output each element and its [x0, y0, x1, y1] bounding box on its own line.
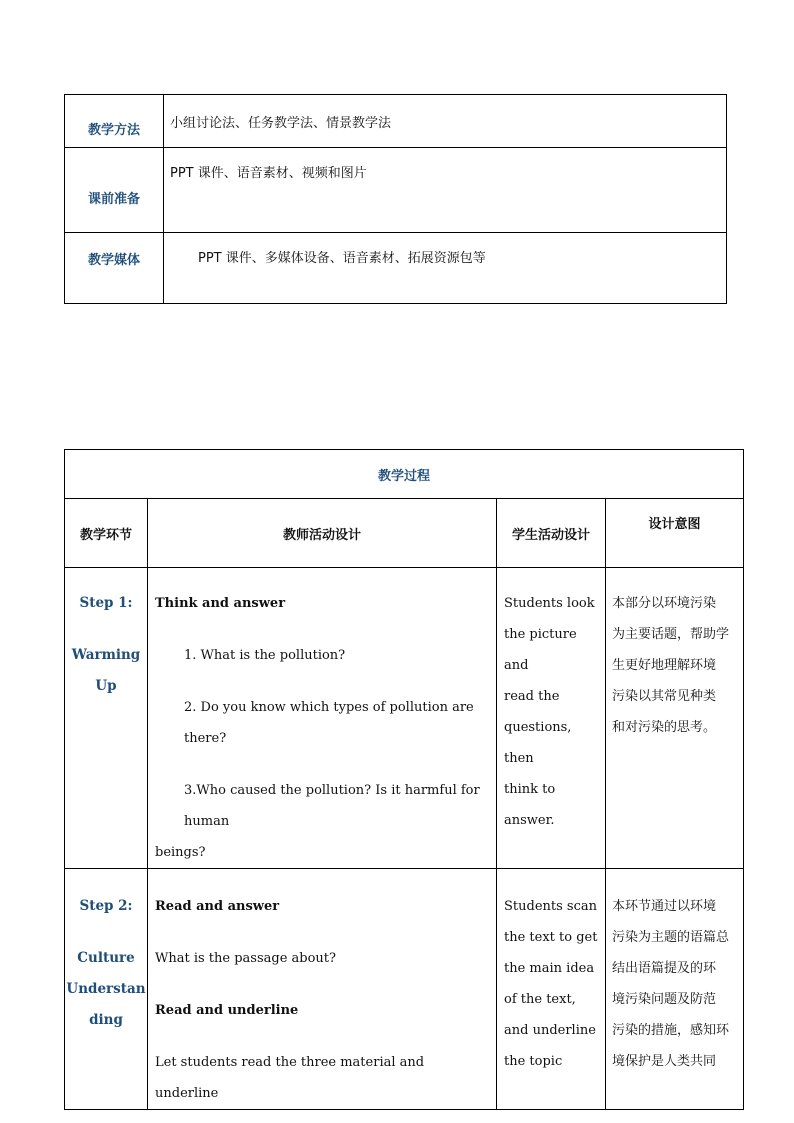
step2-teacher-heading-1: Read and answer: [155, 899, 280, 914]
info-value-method: 小组讨论法、任务教学法、情景教学法: [164, 95, 727, 148]
step1-student-cell: [497, 568, 606, 869]
step1-intent-line: 生更好地理解环境: [612, 658, 717, 673]
step1-teacher-heading: Think and answer: [155, 596, 286, 611]
step2-student-line: the topic: [504, 1054, 563, 1069]
step1-intent-cell: [606, 568, 744, 869]
step1-stage-cell: [65, 568, 148, 869]
step2-student-line: the main idea: [504, 961, 595, 976]
process-title-row: [65, 450, 744, 499]
info-value-media: PPT 课件、多媒体设备、语音素材、拓展资源包等: [164, 233, 727, 304]
info-row-method: [65, 95, 727, 148]
step1-stage-name: Warming: [71, 647, 141, 663]
step1-intent-line: 本部分以环境污染: [612, 596, 717, 611]
info-row-preparation: [65, 148, 727, 233]
step2-intent-cell: [606, 869, 744, 1110]
step2-intent-line: 境保护是人类共同: [612, 1054, 717, 1069]
step2-stage-name: Culture: [77, 950, 135, 966]
info-value-preparation: PPT 课件、语音素材、视频和图片: [164, 148, 727, 233]
step2-student-line: the text to get: [504, 930, 598, 945]
step1-stage-name-2: Up: [95, 678, 117, 694]
step2-student-line: and underline: [504, 1023, 596, 1038]
header-student-activity: 学生活动设计: [497, 499, 606, 568]
step2-stage-name-2: Understan: [66, 981, 146, 997]
step2-intent-line: 污染的措施，感知环: [612, 1023, 730, 1038]
info-row-media: [65, 233, 727, 304]
step1-intent-line: 和对污染的思考。: [612, 720, 717, 735]
step1-student-line: questions, then: [504, 720, 572, 766]
info-label-media: 教学媒体: [65, 233, 164, 304]
step1-question-2: 2. Do you know which types of pollution are there?: [184, 700, 474, 746]
process-header-row: [65, 499, 744, 568]
step2-student-line: of the text,: [504, 992, 576, 1007]
header-stage: 教学环节: [65, 499, 148, 568]
step1-stage-label: Step 1:: [79, 595, 133, 611]
header-design-intent: 设计意图: [606, 499, 744, 568]
step1-student-line: read the: [504, 689, 560, 704]
step1-teacher-cell: [148, 568, 497, 869]
step2-question: What is the passage about?: [155, 951, 337, 966]
step1-student-line: think to answer.: [504, 782, 556, 828]
step2-teacher-heading-2: Read and underline: [155, 1003, 299, 1018]
teaching-process-table: [64, 449, 744, 1110]
step1-question-3: 3.Who caused the pollution? Is it harmful for human: [184, 783, 480, 829]
step1-question-3-cont: beings?: [155, 845, 206, 860]
step2-student-line: Students scan: [504, 899, 597, 914]
step1-student-line: the picture and: [504, 627, 577, 673]
step1-intent-line: 污染以其常见种类: [612, 689, 717, 704]
step2-intent-line: 本环节通过以环境: [612, 899, 717, 914]
step1-intent-line: 为主要话题，帮助学: [612, 627, 730, 642]
step1-question-1: 1. What is the pollution?: [184, 648, 346, 663]
info-label-method: 教学方法: [65, 95, 164, 148]
step2-stage-label: Step 2:: [79, 898, 133, 914]
info-label-preparation: 课前准备: [65, 148, 164, 233]
step2-intent-line: 境污染问题及防范: [612, 992, 717, 1007]
header-teacher-activity: 教师活动设计: [148, 499, 497, 568]
step2-intent-line: 结出语篇提及的环: [612, 961, 717, 976]
step2-intent-line: 污染为主题的语篇总: [612, 930, 730, 945]
process-row-step1: [65, 568, 744, 869]
step2-teacher-cell: [148, 869, 497, 1110]
process-title: 教学过程: [65, 450, 744, 499]
process-row-step2: [65, 869, 744, 1110]
step2-stage-cell: [65, 869, 148, 1110]
step2-stage-name-3: ding: [89, 1012, 123, 1028]
step2-student-cell: [497, 869, 606, 1110]
step2-instruction: Let students read the three material and underline: [155, 1055, 425, 1101]
teaching-info-table: [64, 94, 727, 304]
step1-student-line: Students look: [504, 596, 595, 611]
